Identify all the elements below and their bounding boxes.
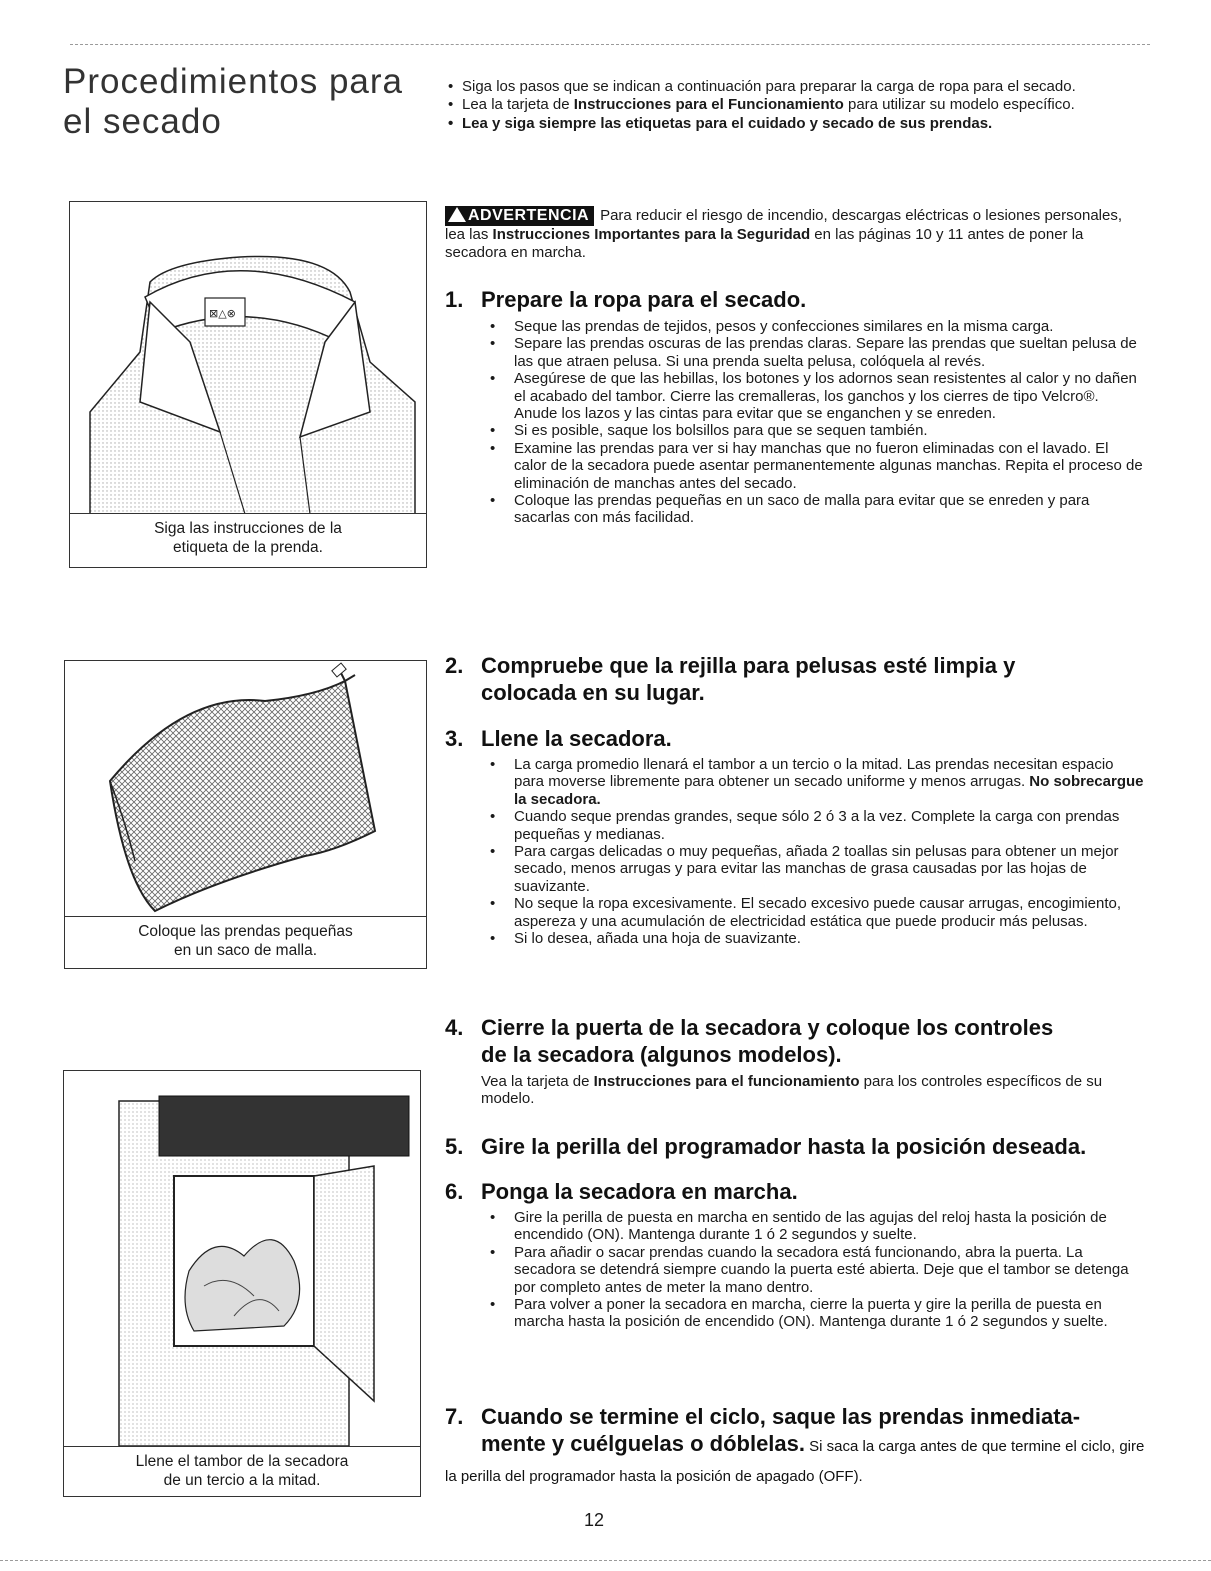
list-item: • Si lo desea, añada una hoja de suavizante. bbox=[481, 930, 1145, 947]
list-item: • Para cargas delicadas o muy pequeñas, añada 2 toallas sin pelusas para obtener un mejor secado, menos arrugas y para evitar las manchas de grasa causadas por las hojas de suavizante. bbox=[481, 843, 1145, 895]
intro-item: • Siga los pasos que se indican a continuación para preparar la carga de ropa para el secado. bbox=[445, 78, 1135, 95]
list-item: • Seque las prendas de tejidos, pesos y confecciones similares en la misma carga. bbox=[481, 318, 1145, 335]
step-bullets bbox=[481, 756, 1145, 947]
step-6 bbox=[445, 1178, 1145, 1331]
caption-line: Siga las instrucciones de la bbox=[154, 520, 342, 537]
step-bullets bbox=[481, 318, 1145, 527]
list-item: • Gire la perilla de puesta en marcha en sentido de las agujas del reloj hasta la posición de encendido (ON). Mantenga durante 1 ó 2 segundos y suelte. bbox=[481, 1209, 1145, 1244]
step-paragraph: Vea la tarjeta de Instrucciones para el funcionamiento para los controles específicos de su modelo. bbox=[481, 1073, 1103, 1108]
caption-line: Llene el tambor de la secadora bbox=[135, 1453, 349, 1470]
list-item: • Para volver a poner la secadora en marcha, cierre la puerta y gire la perilla de puesta en marcha hasta la posición de encendido (ON). Mantenga durante 1 ó 2 segundos y suelte. bbox=[481, 1296, 1145, 1331]
list-item: • Para añadir o sacar prendas cuando la secadora está funcionando, abra la puerta. La secadora se detendrá siempre cuando la puerta esté abierta. Deje que el tambor se detenga por completo antes de meter la mano dentro. bbox=[481, 1244, 1145, 1296]
step-7 bbox=[445, 1403, 1145, 1490]
caption-line: en un saco de malla. bbox=[173, 942, 318, 959]
list-item: • Asegúrese de que las hebillas, los botones y los adornos sean resistentes al calor y no dañen el acabado del tambor. Cierre las cremalleras, los ganchos y los cierres de tipo Velcro®. Anude los lazos y las cintas para evitar que se enganchen y se enreden. bbox=[481, 370, 1145, 422]
warning-triangle-icon bbox=[448, 207, 466, 222]
bottom-divider bbox=[0, 1560, 1211, 1561]
step-heading: 6. Ponga la secadora en marcha. bbox=[445, 1179, 798, 1204]
svg-text:⊠△⊗: ⊠△⊗ bbox=[209, 307, 236, 320]
step-5 bbox=[445, 1133, 1145, 1160]
caption-line: etiqueta de la prenda. bbox=[173, 539, 323, 556]
caption-line: de un tercio a la mitad. bbox=[163, 1472, 321, 1489]
shirt-collar-illustration bbox=[70, 202, 426, 514]
figure-dryer-load bbox=[63, 1070, 421, 1497]
figure-garment-label bbox=[69, 201, 427, 568]
step-heading: 1. Prepare la ropa para el secado. bbox=[445, 287, 807, 312]
page-title: Procedimientos para el secado bbox=[63, 62, 403, 141]
dryer-illustration bbox=[64, 1071, 420, 1446]
intro-item: • Lea la tarjeta de Instrucciones para el Funcionamiento para utilizar su modelo específico. bbox=[445, 96, 1135, 113]
caption-line: Coloque las prendas pequeñas bbox=[138, 923, 353, 940]
figure-caption bbox=[70, 513, 426, 567]
list-item: • Cuando seque prendas grandes, seque sólo 2 ó 3 a la vez. Complete la carga con prendas pequeñas y medianas. bbox=[481, 808, 1145, 843]
intro-item: • Lea y siga siempre las etiquetas para el cuidado y secado de sus prendas. bbox=[445, 115, 1135, 132]
page-number: 12 bbox=[584, 1510, 605, 1530]
warning-block: ADVERTENCIA Para reducir el riesgo de incendio, descargas eléctricas o lesiones personales, lea las Instrucciones Importantes para la Seguridad en las páginas 10 y 11 antes de poner la secadora en marcha. bbox=[445, 207, 1123, 261]
warning-badge: ADVERTENCIA bbox=[445, 206, 594, 226]
top-divider bbox=[70, 44, 1150, 45]
list-item: • Si es posible, saque los bolsillos para que se sequen también. bbox=[481, 422, 1145, 439]
list-item: • Separe las prendas oscuras de las prendas claras. Separe las prendas que sueltan pelusa de las que atraen pelusa. Si una prenda suelta pelusa, colóquela al revés. bbox=[481, 335, 1145, 370]
figure-caption bbox=[65, 916, 426, 968]
step-bullets bbox=[481, 1209, 1145, 1331]
step-1 bbox=[445, 286, 1145, 527]
step-2 bbox=[445, 652, 1145, 706]
step-heading: 4. Cierre la puerta de la secadora y coloque los controles de la secadora (algunos modelos). bbox=[445, 1015, 1054, 1067]
list-item: • Examine las prendas para ver si hay manchas que no fueron eliminadas con el lavado. El calor de la secadora puede asentar permanentemente algunas manchas. Repita el proceso de eliminación de manchas antes del secado. bbox=[481, 440, 1145, 492]
step-heading: 7. Cuando se termine el ciclo, saque las prendas inmediata- mente y cuélguelas o dóblelas. Si saca la carga antes de que termine el ciclo, gire la perilla del programador hasta la posición de apagado (OFF). bbox=[445, 1404, 1145, 1485]
list-item: • Coloque las prendas pequeñas en un saco de malla para evitar que se enreden y para sacarlas con más facilidad. bbox=[481, 492, 1145, 527]
mesh-bag-illustration bbox=[65, 661, 426, 916]
step-3 bbox=[445, 725, 1145, 947]
list-item: • La carga promedio llenará el tambor a un tercio o la mitad. Las prendas necesitan espacio para moverse libremente para obtener un secado uniforme y menos arrugas. No sobrecargue la secadora. bbox=[481, 756, 1145, 808]
step-4 bbox=[445, 1014, 1145, 1108]
intro-section bbox=[445, 78, 1135, 133]
step-heading: 3. Llene la secadora. bbox=[445, 726, 672, 751]
intro-list bbox=[445, 78, 1135, 132]
step-heading: 5. Gire la perilla del programador hasta la posición deseada. bbox=[445, 1134, 1087, 1159]
step-heading: 2. Compruebe que la rejilla para pelusas esté limpia y colocada en su lugar. bbox=[445, 653, 1016, 705]
figure-mesh-bag bbox=[64, 660, 427, 969]
figure-caption bbox=[64, 1446, 420, 1496]
list-item: • No seque la ropa excesivamente. El secado excesivo puede causar arrugas, encogimiento, aspereza y una acumulación de electricidad estática que puede producir más pelusas. bbox=[481, 895, 1145, 930]
